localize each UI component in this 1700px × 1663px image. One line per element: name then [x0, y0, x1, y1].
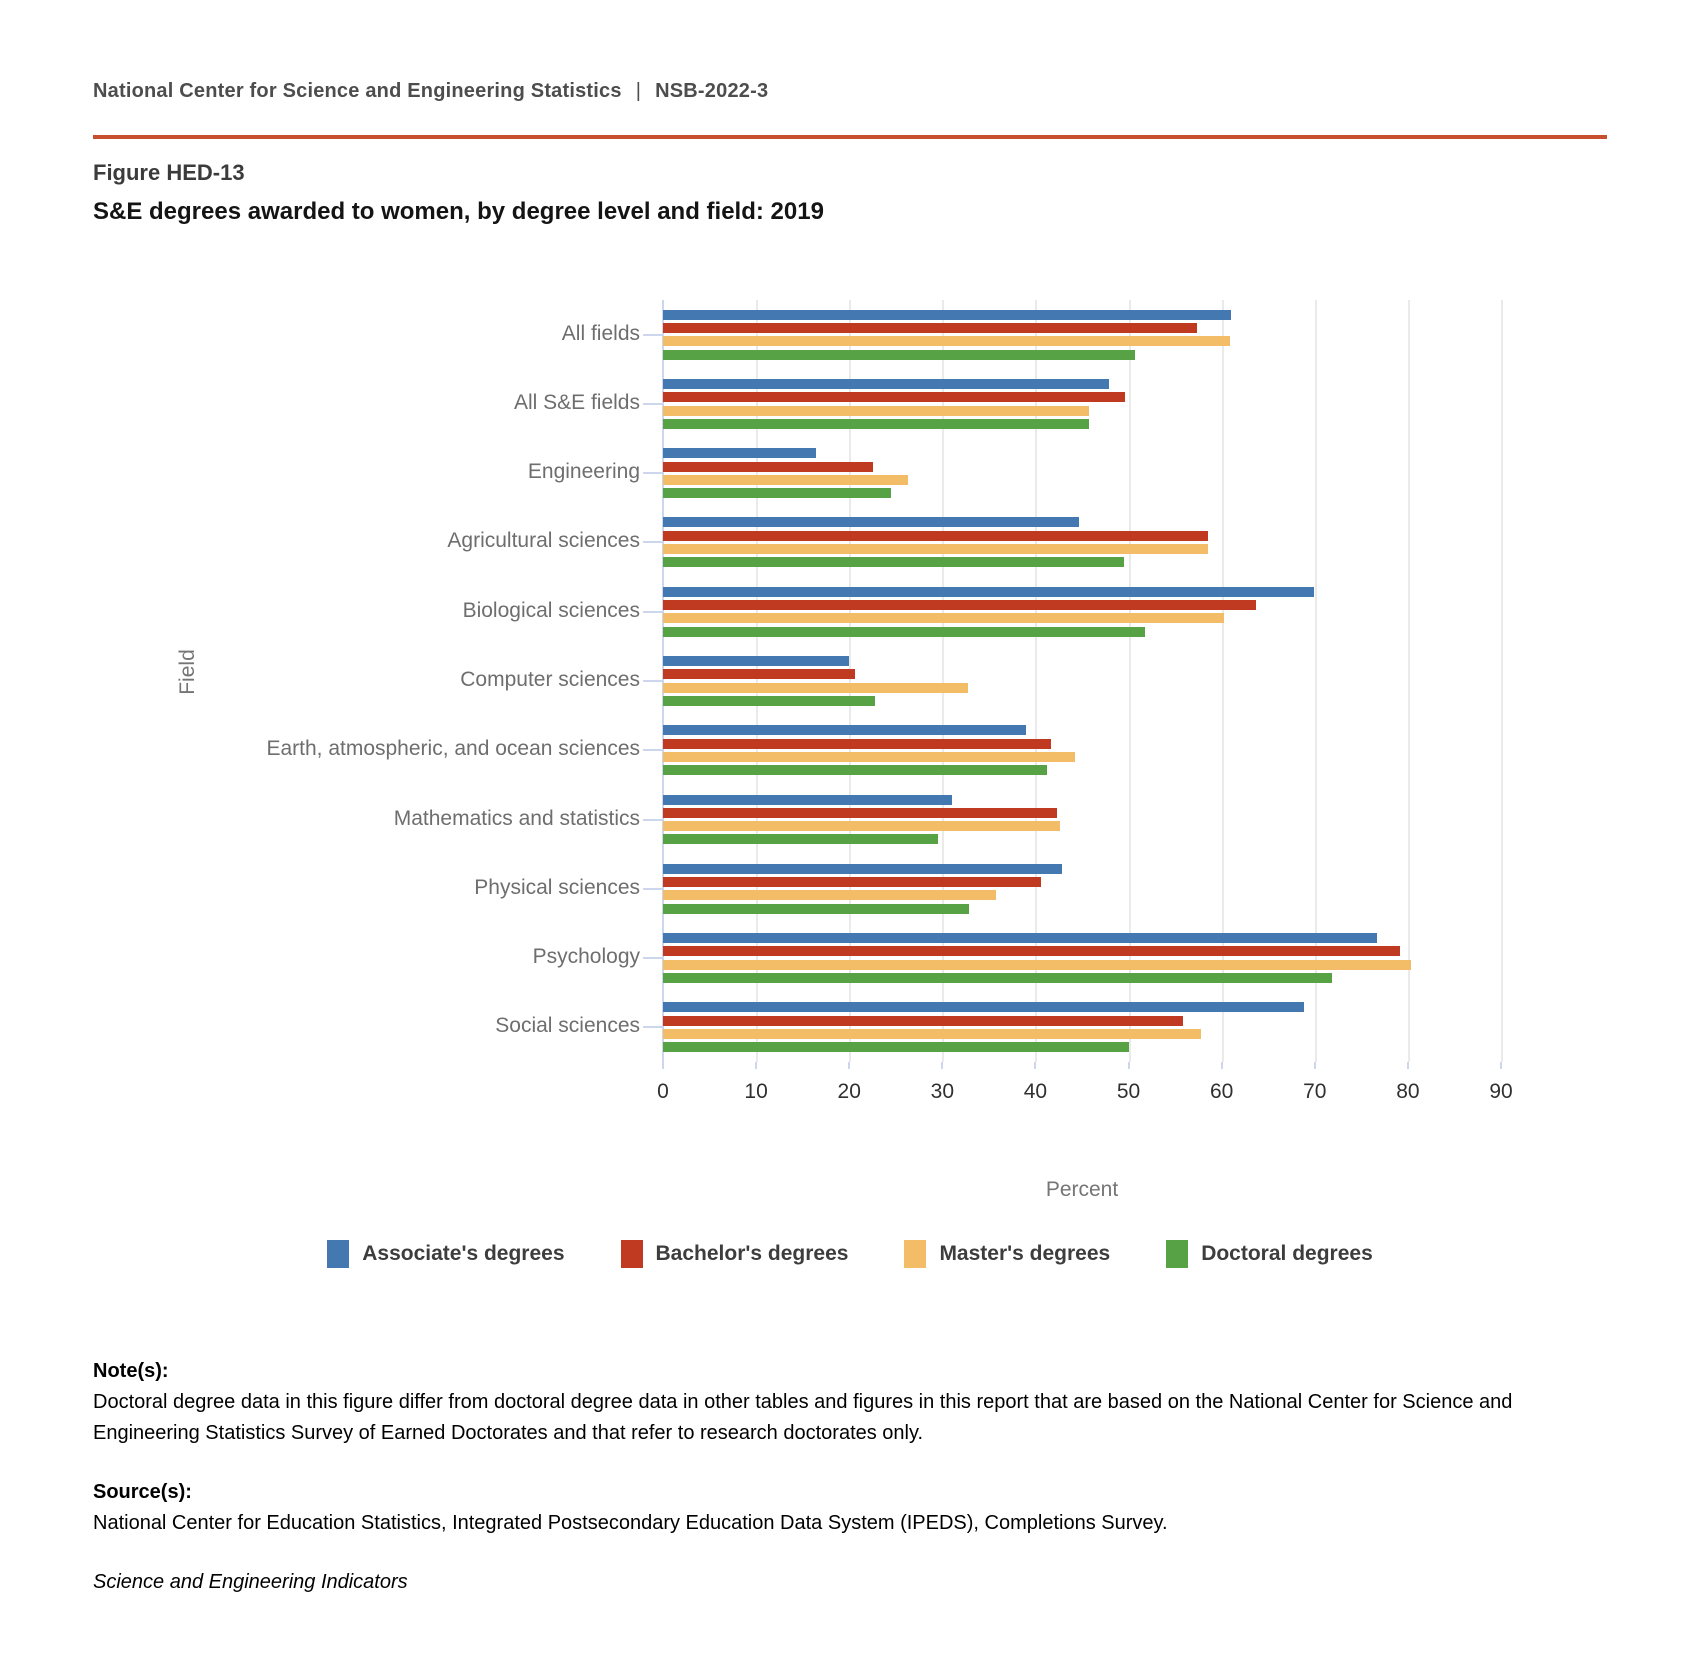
report-header	[93, 80, 768, 103]
figure-label: Figure HED-13	[93, 160, 245, 185]
bar-associate-0	[663, 310, 1231, 320]
x-tick-mark-70	[1314, 1062, 1316, 1069]
bar-master-5	[663, 683, 968, 693]
bar-associate-1	[663, 379, 1109, 389]
x-tick-mark-0	[662, 1062, 664, 1069]
bar-master-10	[663, 1029, 1201, 1039]
x-axis-ticks	[657, 1080, 1523, 1110]
bar-doctoral degrees-5	[663, 696, 875, 706]
legend-swatch-icon	[904, 1240, 926, 1268]
x-tick-mark-90	[1500, 1062, 1502, 1069]
category-tick	[643, 680, 663, 682]
x-tick-label-50: 50	[1116, 1080, 1141, 1103]
x-tick-mark-20	[848, 1062, 850, 1069]
category-label: Agricultural sciences	[447, 529, 640, 553]
bar-master-4	[663, 613, 1224, 623]
bar-master-1	[663, 406, 1089, 416]
bar-bachelor-3	[663, 531, 1208, 541]
bar-master-9	[663, 960, 1411, 970]
x-tick-mark-40	[1034, 1062, 1036, 1069]
category-label: Psychology	[532, 945, 640, 969]
legend-label: Master's degrees	[939, 1242, 1111, 1265]
bar-doctoral degrees-7	[663, 834, 938, 844]
x-tick-label-20: 20	[837, 1080, 861, 1103]
chart-row-7	[393, 785, 1523, 854]
category-label: Mathematics and statistics	[393, 806, 640, 830]
category-label: Physical sciences	[474, 875, 640, 899]
bar-master-3	[663, 544, 1208, 554]
bar-doctoral degrees-2	[663, 488, 891, 498]
x-tick-mark-10	[755, 1062, 757, 1069]
category-tick	[643, 541, 663, 543]
bar-bachelor-9	[663, 946, 1400, 956]
chart-legend	[0, 1240, 1700, 1268]
bar-associate-10	[663, 1002, 1304, 1012]
figure-title: S&E degrees awarded to women, by degree level and field: 2019	[93, 198, 824, 225]
bar-bachelor-6	[663, 739, 1051, 749]
y-axis-title: Field	[176, 649, 199, 695]
legend-label: Doctoral degrees	[1201, 1242, 1373, 1265]
bar-master-8	[663, 890, 996, 900]
plot-area	[266, 300, 1523, 1062]
bar-master-7	[663, 821, 1060, 831]
header-org: National Center for Science and Engineering Statistics	[93, 80, 622, 102]
accent-rule	[93, 135, 1607, 139]
bar-doctoral degrees-0	[663, 350, 1135, 360]
source-block	[93, 1477, 1613, 1539]
category-tick	[643, 888, 663, 890]
bar-doctoral degrees-1	[663, 419, 1089, 429]
bar-master-2	[663, 475, 908, 485]
chart-row-10	[495, 993, 1523, 1062]
chart-row-6	[266, 716, 1523, 785]
legend-label: Associate's degrees	[362, 1242, 565, 1265]
bar-associate-9	[663, 933, 1377, 943]
category-label: Computer sciences	[460, 667, 640, 691]
bar-associate-8	[663, 864, 1062, 874]
chart-row-0	[561, 300, 1523, 369]
chart-row-2	[527, 439, 1523, 508]
legend-item-doctoral degrees	[1166, 1240, 1373, 1268]
bar-doctoral degrees-10	[663, 1042, 1129, 1052]
header-report-id: NSB-2022-3	[655, 80, 769, 102]
bar-doctoral degrees-6	[663, 765, 1047, 775]
category-label: Engineering	[527, 460, 640, 484]
x-tick-label-80: 80	[1396, 1080, 1420, 1103]
category-tick	[643, 472, 663, 474]
legend-item-master	[904, 1240, 1110, 1268]
chart-row-4	[462, 577, 1523, 646]
category-tick	[643, 611, 663, 613]
x-tick-label-70: 70	[1303, 1080, 1327, 1103]
chart-row-5	[460, 646, 1523, 715]
x-tick-label-90: 90	[1489, 1080, 1513, 1103]
note-text: Doctoral degree data in this figure differ from doctoral degree data in other tables and figures in this report that are based on the National Center for Science and Engineering Statistics Survey of Earned Doctorates and that refer to research doctorates only.	[93, 1391, 1513, 1444]
x-tick-label-40: 40	[1023, 1080, 1048, 1103]
category-label: All fields	[561, 321, 640, 345]
bar-doctoral degrees-9	[663, 973, 1332, 983]
x-tick-label-30: 30	[930, 1080, 955, 1103]
bar-associate-5	[663, 656, 849, 666]
legend-item-associate	[327, 1240, 564, 1268]
footer-indicators: Science and Engineering Indicators	[93, 1571, 408, 1593]
note-label: Note(s):	[93, 1360, 169, 1382]
x-axis-title: Percent	[1045, 1178, 1119, 1201]
x-tick-mark-30	[941, 1062, 943, 1069]
bar-doctoral degrees-4	[663, 627, 1145, 637]
chart-row-3	[447, 508, 1523, 577]
bar-doctoral degrees-3	[663, 557, 1124, 567]
legend-swatch-icon	[621, 1240, 643, 1268]
bar-bachelor-10	[663, 1016, 1183, 1026]
bar-master-6	[663, 752, 1075, 762]
legend-label: Bachelor's degrees	[655, 1242, 849, 1265]
bar-bachelor-7	[663, 808, 1057, 818]
chart-row-9	[532, 923, 1523, 992]
category-tick	[643, 334, 663, 336]
source-label: Source(s):	[93, 1481, 192, 1503]
notes-section	[93, 1356, 1613, 1598]
bar-doctoral degrees-8	[663, 904, 969, 914]
category-label: Earth, atmospheric, and ocean sciences	[266, 737, 640, 761]
x-tick-mark-50	[1128, 1062, 1130, 1069]
x-tick-label-0: 0	[657, 1080, 669, 1103]
legend-item-bachelor	[621, 1240, 849, 1268]
bar-bachelor-1	[663, 392, 1125, 402]
category-tick	[643, 819, 663, 821]
note-block	[93, 1356, 1613, 1449]
header-divider: |	[635, 80, 642, 102]
x-tick-label-60: 60	[1209, 1080, 1234, 1103]
bar-associate-2	[663, 448, 816, 458]
x-tick-label-10: 10	[744, 1080, 768, 1103]
bar-bachelor-5	[663, 669, 855, 679]
category-tick	[643, 403, 663, 405]
bar-associate-4	[663, 587, 1314, 597]
x-tick-mark-80	[1407, 1062, 1409, 1069]
bar-bachelor-8	[663, 877, 1041, 887]
category-label: All S&E fields	[513, 390, 640, 414]
source-text: National Center for Education Statistics, Integrated Postsecondary Education Data System (IPEDS), Completions Survey.	[93, 1512, 1168, 1534]
category-tick	[643, 749, 663, 751]
category-tick	[643, 1026, 663, 1028]
bar-master-0	[663, 336, 1230, 346]
category-label: Social sciences	[495, 1014, 640, 1038]
bar-bachelor-4	[663, 600, 1256, 610]
chart-row-1	[513, 369, 1523, 438]
legend-swatch-icon	[327, 1240, 349, 1268]
category-tick	[643, 957, 663, 959]
bar-bachelor-2	[663, 462, 873, 472]
chart-row-8	[474, 854, 1523, 923]
x-tick-mark-60	[1221, 1062, 1223, 1069]
bar-bachelor-0	[663, 323, 1197, 333]
bar-associate-3	[663, 517, 1079, 527]
legend-swatch-icon	[1166, 1240, 1188, 1268]
category-label: Biological sciences	[462, 598, 640, 622]
bar-associate-7	[663, 795, 952, 805]
bar-associate-6	[663, 725, 1026, 735]
